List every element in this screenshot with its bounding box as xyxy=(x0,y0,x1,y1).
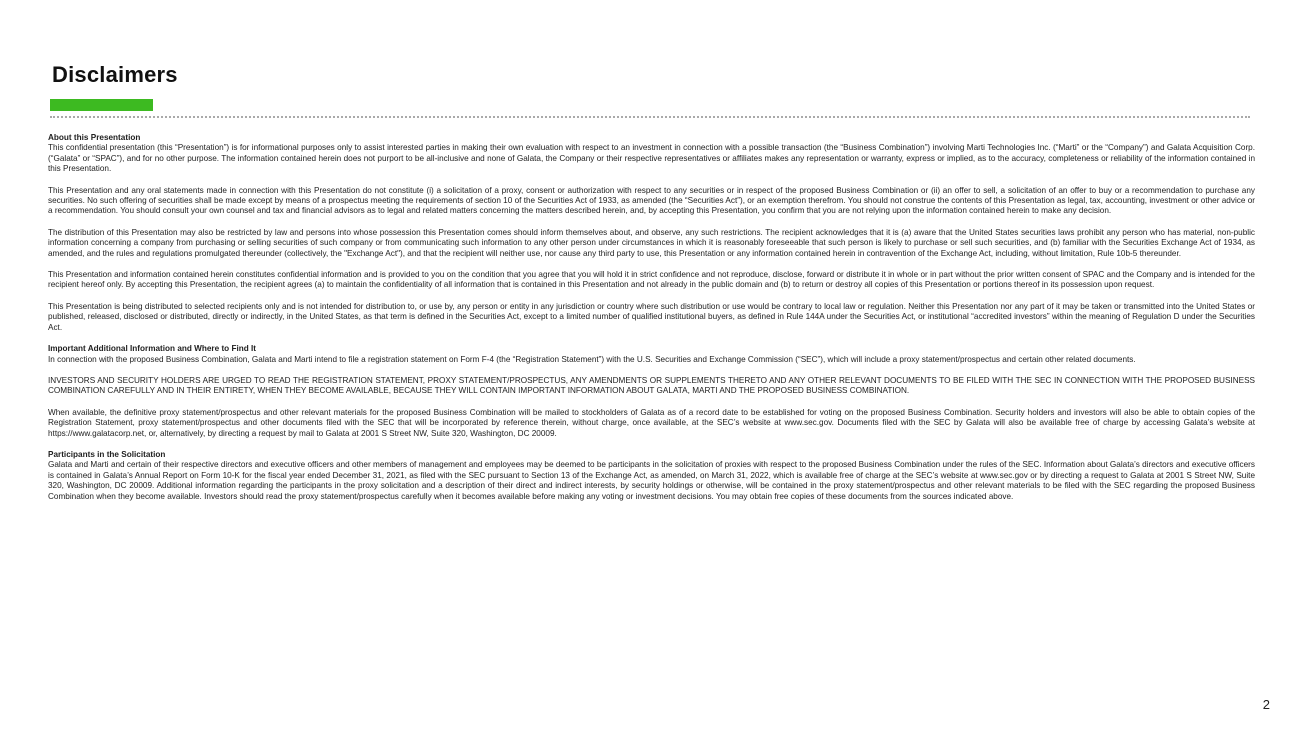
paragraph: When available, the definitive proxy statement/prospectus and other relevant materials for the proposed Business Combination will be mailed to stockholders of Galata as of a record date to be established for voting on the proposed Business Combination. Security holders and investors will also be able to obtain copies of the Registration Statement, proxy statement/prospectus and other documents filed with the SEC that will be incorporated by reference therein, without charge, once available, at the SEC’s website at www.sec.gov. Documents filed with the SEC by Galata will also be available free of charge by accessing Galata’s website at https://www.galatacorp.net, or, alternatively, by directing a request by mail to Galata at 2001 S Street NW, Suite 320, Washington, DC 20009. xyxy=(48,407,1255,438)
paragraph: Galata and Marti and certain of their respective directors and executive officers and other members of management and employees may be deemed to be participants in the solicitation of proxies with respect to the proposed Business Combination under the rules of the SEC. Information about Galata’s directors and executive officers is contained in Galata’s Annual Report on Form 10-K for the fiscal year ended December 31, 2021, as filed with the SEC pursuant to Section 13 of the Exchange Act, as amended, on March 31, 2022, which is available free of charge at the SEC’s website at www.sec.gov or by directing a request to Galata at 2001 S Street NW, Suite 320, Washington, DC 20009. Additional information regarding the participants in the proxy solicitation and a description of their direct and indirect interests, by security holdings or otherwise, will be contained in the proxy statement/prospectus and other relevant materials to be filed with the SEC regarding the proposed Business Combination when they become available. Investors should read the proxy statement/prospectus carefully when it becomes available before making any voting or investment decisions. You may obtain free copies of these documents from the sources indicated above. xyxy=(48,460,1255,501)
paragraph: The distribution of this Presentation may also be restricted by law and persons into whose possession this Presentation comes should inform themselves about, and observe, any such restrictions. The recipient acknowledges that it is (a) aware that the United States securities laws prohibit any person who has material, non-public information concerning a company from purchasing or selling securities of such company or from communicating such information to any other person under circumstances in which it is reasonably foreseeable that such person is likely to purchase or sell such securities, and (b) familiar with the Securities Exchange Act of 1934, as amended, and the rules and regulations promulgated thereunder (collectively, the "Exchange Act"), and that the recipient will neither use, nor cause any third party to use, this Presentation or any information contained herein in contravention of the Exchange Act, including, without limitation, Rule 10b-5 thereunder. xyxy=(48,227,1255,258)
page-number: 2 xyxy=(1262,697,1270,712)
paragraph: In connection with the proposed Business Combination, Galata and Marti intend to file a registration statement on Form F-4 (the “Registration Statement”) with the U.S. Securities and Exchange Commission (“SEC”), which will include a proxy statement/prospectus and certain other related documents. xyxy=(48,354,1136,364)
paragraph: This Presentation and any oral statements made in connection with this Presentation do not constitute (i) a solicitation of a proxy, consent or authorization with respect to any securities or in respect of the proposed Business Combination or (ii) an offer to sell, a solicitation of an offer to buy or a recommendation to purchase any securities. No such offering of securities shall be made except by means of a prospectus meeting the requirements of section 10 of the Securities Act of 1933, as amended (the “Securities Act”), or an exemption therefrom. You should not construe the contents of this Presentation as legal, tax, accounting, investment or other advice or a recommendation. You should consult your own counsel and tax and financial advisors as to legal and related matters concerning the matters described herein, and, by accepting this Presentation, you confirm that you are not relying upon the information contained herein to make any decision. xyxy=(48,185,1255,216)
paragraph: This confidential presentation (this “Presentation”) is for informational purposes only to assist interested parties in making their own evaluation with respect to an investment in connection with a possible transaction (the “Business Combination”) involving Marti Technologies Inc. (“Marti” or the “Company”) and Galata Acquisition Corp. (“Galata” or “SPAC”), and for no other purpose. The information contained herein does not purport to be all-inclusive and none of Galata, the Company or their respective representatives or affiliates makes any representation or warranty, express or implied, as to the accuracy, completeness or reliability of the information contained in this Presentation. xyxy=(48,143,1255,174)
paragraph: This Presentation and information contained herein constitutes confidential information and is provided to you on the condition that you agree that you will hold it in strict confidence and not reproduce, disclose, forward or distribute it in whole or in part without the prior written consent of SPAC and the Company and is intended for the recipient hereof only. By accepting this Presentation, the recipient agrees (a) to maintain the confidentiality of all information that is contained in this Presentation and not already in the public domain and (b) to return or destroy all copies of this Presentation or portions thereof in its possession upon request. xyxy=(48,270,1255,290)
page-title: Disclaimers xyxy=(52,62,178,87)
disclaimer-body xyxy=(48,133,1255,512)
paragraph: This Presentation is being distributed to selected recipients only and is not intended for distribution to, or use by, any person or entity in any jurisdiction or country where such distribution or use would be contrary to local law or regulation. Neither this Presentation nor any part of it may be taken or transmitted into the United States or published, released, disclosed or distributed, directly or indirectly, in the United States, as that term is defined in the Securities Act, except to a limited number of qualified institutional buyers, as defined in Rule 144A under the Securities Act, or institutional “accredited investors” within the meaning of Regulation D under the Securities Act. xyxy=(48,301,1255,332)
section-heading-about: About this Presentation xyxy=(48,133,141,142)
section-heading-additional-info: Important Additional Information and Where to Find It xyxy=(48,344,257,354)
paragraph: INVESTORS AND SECURITY HOLDERS ARE URGED TO READ THE REGISTRATION STATEMENT, PROXY STATEMENT/PROSPECTUS, ANY AMENDMENTS OR SUPPLEMENTS THERETO AND ANY OTHER RELEVANT DOCUMENTS TO BE FILED WITH THE SEC IN CONNECTION WITH THE PROPOSED BUSINESS COMBINATION CAREFULLY AND IN THEIR ENTIRETY, WHEN THEY BECOME AVAILABLE, BECAUSE THEY WILL CONTAIN IMPORTANT INFORMATION ABOUT GALATA, MARTI AND THE PROPOSED BUSINESS COMBINATION. xyxy=(48,375,1255,396)
dotted-divider xyxy=(50,116,1250,118)
section-heading-participants: Participants in the Solicitation xyxy=(48,449,166,459)
title-accent-bar xyxy=(50,99,153,111)
